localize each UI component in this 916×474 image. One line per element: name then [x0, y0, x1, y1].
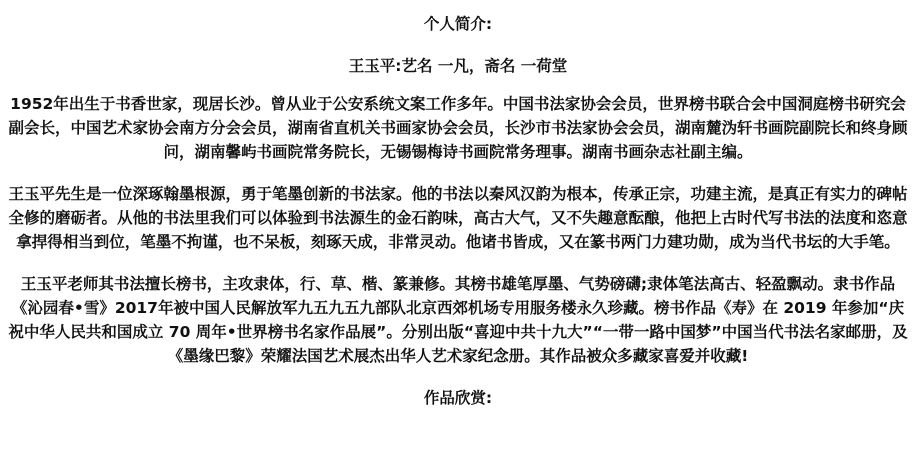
artist-name-line: 王玉平:艺名 一凡，斋名 一荷堂 [348, 57, 568, 75]
section-heading-intro: 个人简介: [423, 15, 493, 33]
section-heading-works: 作品欣赏: [423, 389, 493, 407]
appraisal-paragraph: 王玉平先生是一位深琢翰墨根源，勇于笔墨创新的书法家。他的书法以秦风汉韵为根本，传承正宗，功建主流，是真正有实力的碑帖全修的磨砺者。从他的书法里我们可以体验到书法源生的金石韵味，高古大气，又不失趣意酝酿，他把上古时代写书法的法度和恣意拿捍得相当到位，笔墨不拘谨，也不呆板，刻琢天成，非常灵动。他诸书皆成，又在篆书两门力建功勋，成为当代书坛的大手笔。 [8, 185, 908, 251]
works-paragraph: 王玉平老师其书法擅长榜书，主攻隶体，行、草、楷、篆兼修。其榜书雄笔厚墨、气势磅礴;隶体笔法高古、轻盈飘动。隶书作品《沁园春•雪》2017年被中国人民解放军九五九五九部队北京西郊机场专用服务楼永久珍藏。榜书作品《寿》在 2019 年参加“庆祝中华人民共和国成立 70 周年•世界榜书名家作品展”。分别出版“喜迎中共十九大”“一带一路中国梦”中国当代书法名家邮册，及《墨缘巴黎》荣耀法国艺术展杰出华人艺术家纪念册。其作品被众多藏家喜爱并收藏! [8, 275, 908, 365]
bio-paragraph: 1952年出生于书香世家，现居长沙。曾从业于公安系统文案工作多年。中国书法家协会会员，世界榜书联合会中国洞庭榜书研究会副会长，中国艺术家协会南方分会会员，湖南省直机关书画家协会会员，长沙市书法家协会会员，湖南麓沩轩书画院副院长和终身顾问，湖南馨屿书画院常务院长，无锡锡梅诗书画院常务理事。湖南书画杂志社副主编。 [8, 95, 908, 161]
